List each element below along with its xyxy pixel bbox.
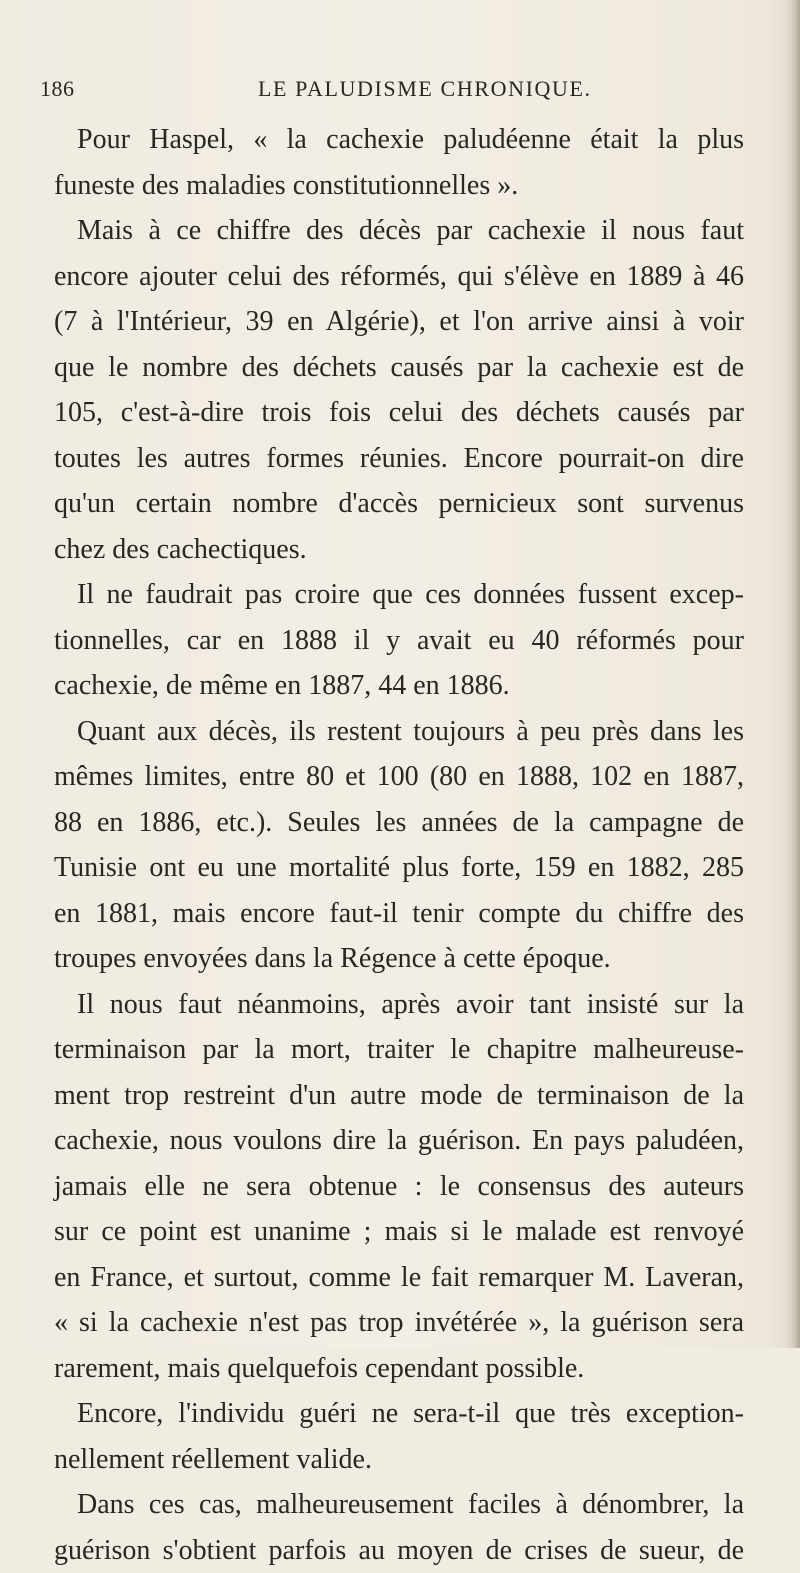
text-line: que le nombre des déchets causés par la cachexie est de <box>54 345 744 391</box>
text-line: Tunisie ont eu une mortalité plus forte, 159 en 1882, 285 <box>54 845 744 891</box>
text-line: Pour Haspel, « la cachexie paludéenne était la plus <box>54 117 744 163</box>
text-line: Encore, l'individu guéri ne sera-t-il que très exception- <box>54 1391 744 1437</box>
text-line: 88 en 1886, etc.). Seules les années de la campagne de <box>54 800 744 846</box>
text-line: en France, et surtout, comme le fait remarquer M. Laveran, <box>54 1255 744 1301</box>
text-line: toutes les autres formes réunies. Encore pourrait-on dire <box>54 436 744 482</box>
running-head <box>40 76 760 110</box>
text-line: Quant aux décès, ils restent toujours à peu près dans les <box>54 709 744 755</box>
text-line: en 1881, mais encore faut-il tenir compte du chiffre des <box>54 891 744 937</box>
text-line: cachexie, de même en 1887, 44 en 1886. <box>54 663 744 709</box>
text-line: (7 à l'Intérieur, 39 en Algérie), et l'on arrive ainsi à voir <box>54 299 744 345</box>
text-line: terminaison par la mort, traiter le chapitre malheureuse- <box>54 1027 744 1073</box>
text-line: jamais elle ne sera obtenue : le consensus des auteurs <box>54 1164 744 1210</box>
text-line: Il nous faut néanmoins, après avoir tant insisté sur la <box>54 982 744 1028</box>
body-text <box>54 117 744 1573</box>
text-line: rarement, mais quelquefois cependant possible. <box>54 1346 744 1392</box>
running-title: LE PALUDISME CHRONIQUE. <box>258 76 592 102</box>
text-line: chez des cachectiques. <box>54 527 744 573</box>
text-line: Il ne faudrait pas croire que ces données fussent excep- <box>54 572 744 618</box>
text-line: encore ajouter celui des réformés, qui s'élève en 1889 à 46 <box>54 254 744 300</box>
page-number: 186 <box>40 76 75 102</box>
text-line: Mais à ce chiffre des décès par cachexie il nous faut <box>54 208 744 254</box>
text-line: tionnelles, car en 1888 il y avait eu 40 réformés pour <box>54 618 744 664</box>
text-line: Dans ces cas, malheureusement faciles à dénombrer, la <box>54 1482 744 1528</box>
text-line: « si la cachexie n'est pas trop invétérée », la guérison sera <box>54 1300 744 1346</box>
page-edge-shadow <box>786 0 800 1348</box>
text-line: cachexie, nous voulons dire la guérison. En pays paludéen, <box>54 1118 744 1164</box>
text-line: qu'un certain nombre d'accès pernicieux sont survenus <box>54 481 744 527</box>
text-line: funeste des maladies constitutionnelles ». <box>54 163 744 209</box>
text-line: troupes envoyées dans la Régence à cette époque. <box>54 936 744 982</box>
text-line: ment trop restreint d'un autre mode de terminaison de la <box>54 1073 744 1119</box>
text-line: sur ce point est unanime ; mais si le malade est renvoyé <box>54 1209 744 1255</box>
text-line: 105, c'est-à-dire trois fois celui des déchets causés par <box>54 390 744 436</box>
text-line: guérison s'obtient parfois au moyen de crises de sueur, de <box>54 1528 744 1573</box>
text-line: nellement réellement valide. <box>54 1437 744 1483</box>
text-line: mêmes limites, entre 80 et 100 (80 en 1888, 102 en 1887, <box>54 754 744 800</box>
